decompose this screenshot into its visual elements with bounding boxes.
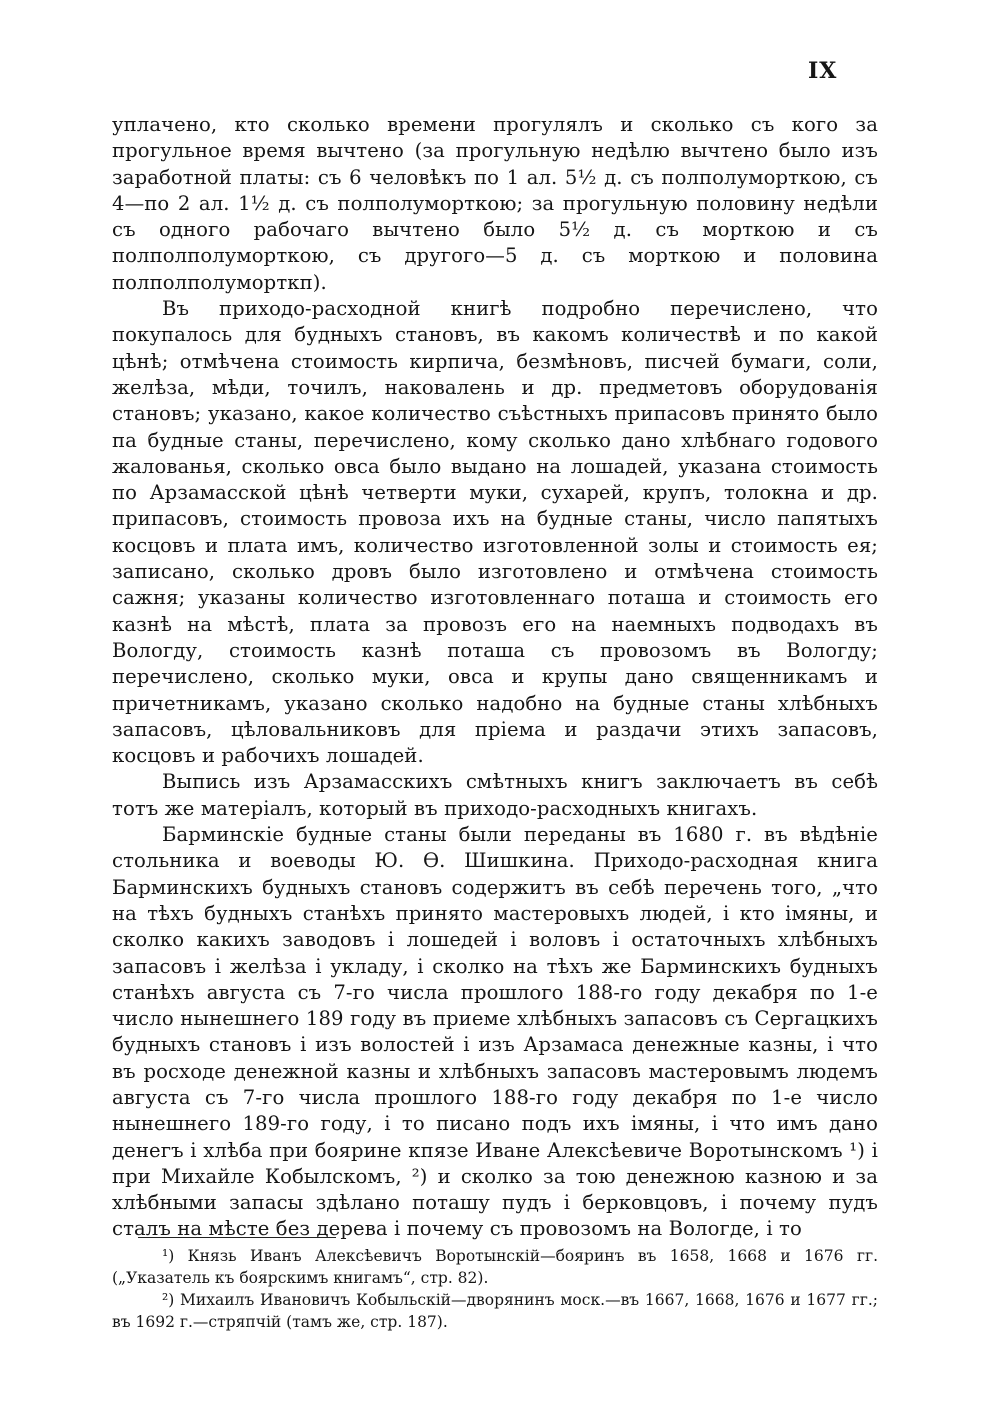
paragraph-arzamas-extract: Выпись изъ Арзамасскихъ смѣтныхъ книгъ заключаетъ въ себѣ тотъ же матеріалъ, который въ приходо-расходныхъ книгахъ. — [112, 770, 878, 820]
body-text — [112, 112, 878, 1243]
footnote-2: ²) Михаилъ Ивановичъ Кобыльскій—дворянинъ моск.—въ 1667, 1668, 1676 и 1677 гг.; въ 1692 г.—стряпчій (тамъ же, стр. 187). — [112, 1291, 878, 1331]
footnote-divider — [138, 1237, 336, 1238]
paragraph-continuation: уплачено, кто сколько времени прогулялъ и сколько съ кого за прогульное время вычтено (за прогульную недѣлю вычтено было изъ заработной платы: съ 6 человѣкъ по 1 ал. 5½ д. съ полполуморткою, съ 4—по 2 ал. 1½ д. съ полполуморткою; за прогульную половину недѣли съ одного рабочаго вычтено было 5½ д. съ морткою и съ полполполуморткою, съ другого—5 д. съ морткою и половина полполполуморткп). — [112, 113, 878, 294]
footnotes — [112, 1245, 878, 1333]
footnote-1: ¹) Князь Иванъ Алексѣевичъ Воротынскій—бояринъ въ 1658, 1668 и 1676 гг. („Указатель къ боярскимъ книгамъ“, стр. 82). — [112, 1247, 878, 1287]
paragraph-barmino-stations: Барминскіе будные станы были переданы въ 1680 г. въ вѣдѣніе стольника и воеводы Ю. Ѳ. Шишкина. Приходо-расходная книга Барминскихъ будныхъ становъ содержитъ въ себѣ перечень того, „что на тѣхъ будныхъ станѣхъ принято мастеровыхъ людей, і кто імяны, и сколко какихъ заводовъ і лошедей і воловъ і остаточныхъ хлѣбныхъ запасовъ і желѣза і укладу, і сколко на тѣхъ же Барминскихъ будныхъ станѣхъ августа съ 7-го числа прошлого 188-го году декабря по 1-е число нынешнего 189 году въ приеме хлѣбныхъ запасовъ съ Сергацкихъ будныхъ становъ і изъ волостей і изъ Арзамаса денежные казны, і что въ росходе денежной казны и хлѣбныхъ запасовъ мастеровымъ людемъ августа съ 7-го числа прошлого 188-го году декабря по 1-е число нынешнего 189-го году, і то писано подъ ихъ імяны, і что имъ дано денегъ і хлѣба при боярине кпязе Иване Алексѣевиче Воротынскомъ ¹) і при Михайле Кобылскомъ, ²) и сколко за тою денежною казною и за хлѣбными запасы здѣлано поташу пудъ і берковцовъ, і почему пудъ сталъ на мѣсте без дерева і почему съ провозомъ на Вологде, і то — [112, 823, 878, 1241]
paragraph-ledger-contents: Въ приходо-расходной книгѣ подробно перечислено, что покупалось для будныхъ становъ, въ какомъ количествѣ и по какой цѣнѣ; отмѣчена стоимость кирпича, безмѣновъ, писчей бумаги, соли, желѣза, мѣди, точилъ, наковалень и др. предметовъ оборудованія становъ; указано, какое количество съѣстныхъ припасовъ принято было па будные станы, перечислено, кому сколько дано хлѣбнаго годового жалованья, сколько овса было выдано на лошадей, указана стоимость по Арзамасской цѣнѣ четверти муки, сухарей, крупъ, толокна и др. припасовъ, стоимость провоза ихъ на будные станы, число папятыхъ косцовъ и плата имъ, количество изготовленной золы и стоимость ея; записано, сколько дровъ было изготовлено и отмѣчена стоимость сажня; указаны количество изготовленнаго поташа и стоимость его казнѣ на мѣстѣ, плата за провозъ его на наемныхъ подводахъ въ Вологду, стоимость казнѣ поташа съ провозомъ въ Вологду; перечислено, сколько муки, овса и крупы дано священникамъ и причетникамъ, указано сколько надобно на будные станы хлѣбныхъ запасовъ, цѣловальниковъ для пріема и раздачи этихъ запасовъ, косцовъ и рабочихъ лошадей. — [112, 297, 878, 768]
page-number: IX — [808, 58, 838, 84]
